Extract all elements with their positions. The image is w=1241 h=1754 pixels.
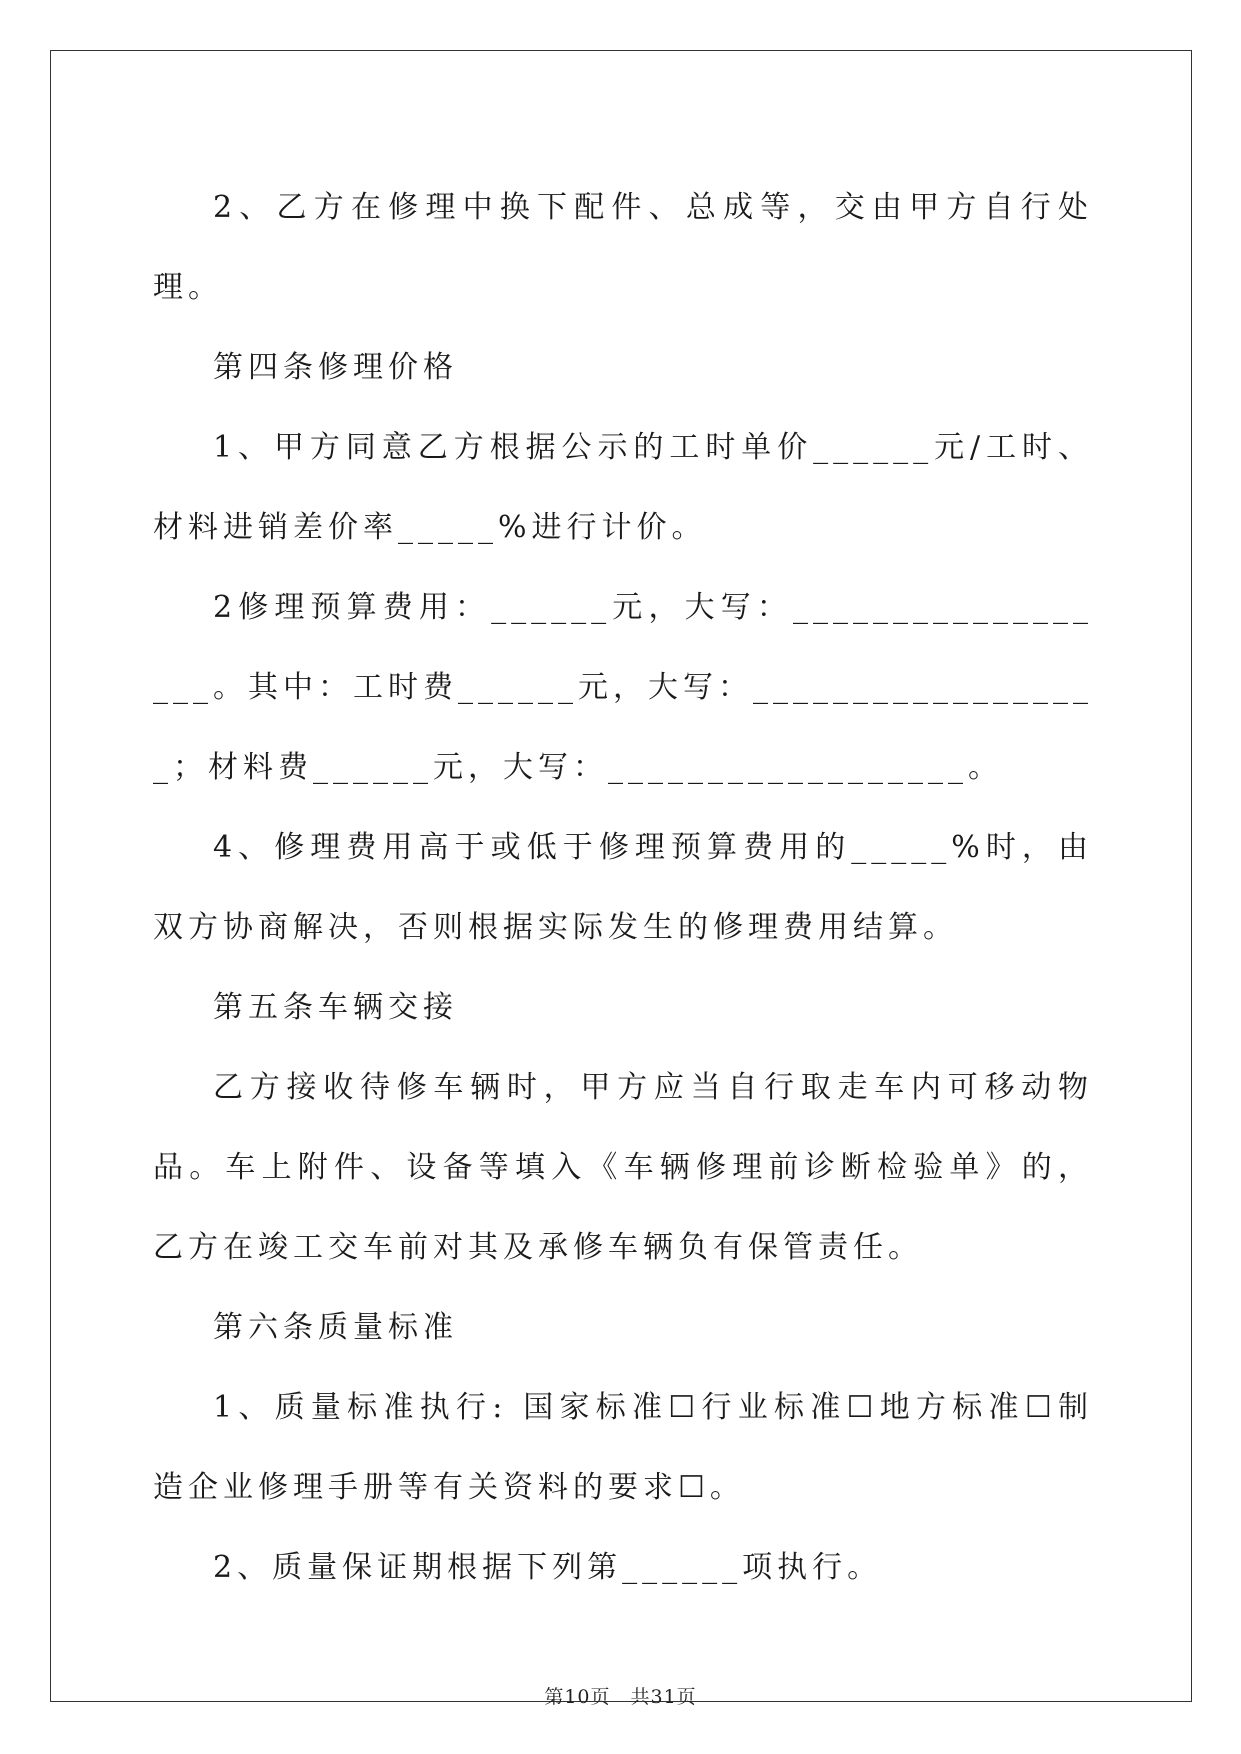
paragraph-quality-standard: 1、质量标准执行: 国家标准☐行业标准☐地方标准☐制造企业修理手册等有关资料的要求☐。: [153, 1390, 1093, 1505]
heading-article-5-vehicle-handover: 第五条车辆交接: [213, 990, 458, 1025]
paragraph-repair-budget: 2修理预算费用：______元，大写：__________________。其中：工时费______元，大写：__________________；材料费______元，大写：__________________。: [153, 590, 1093, 785]
paragraph-cost-deviation: 4、修理费用高于或低于修理预算费用的_____%时，由双方协商解决，否则根据实际发生的修理费用结算。: [153, 830, 1093, 945]
paragraph-replaced-parts: 2、乙方在修理中换下配件、总成等，交由甲方自行处理。: [153, 190, 1093, 305]
page-number: 第10页 共31页: [544, 1686, 697, 1708]
document-body: [153, 168, 1093, 1608]
heading-article-6-quality-standard: 第六条质量标准: [213, 1310, 458, 1345]
paragraph-unit-price: 1、甲方同意乙方根据公示的工时单价______元/工时、材料进销差价率_____%进行计价。: [153, 430, 1093, 545]
page-footer: [0, 1682, 1241, 1709]
paragraph-vehicle-handover: 乙方接收待修车辆时，甲方应当自行取走车内可移动物品。车上附件、设备等填入《车辆修理前诊断检验单》的，乙方在竣工交车前对其及承修车辆负有保管责任。: [153, 1070, 1093, 1265]
paragraph-warranty-period: 2、质量保证期根据下列第______项执行。: [213, 1550, 883, 1585]
heading-article-4-repair-price: 第四条修理价格: [213, 350, 458, 385]
